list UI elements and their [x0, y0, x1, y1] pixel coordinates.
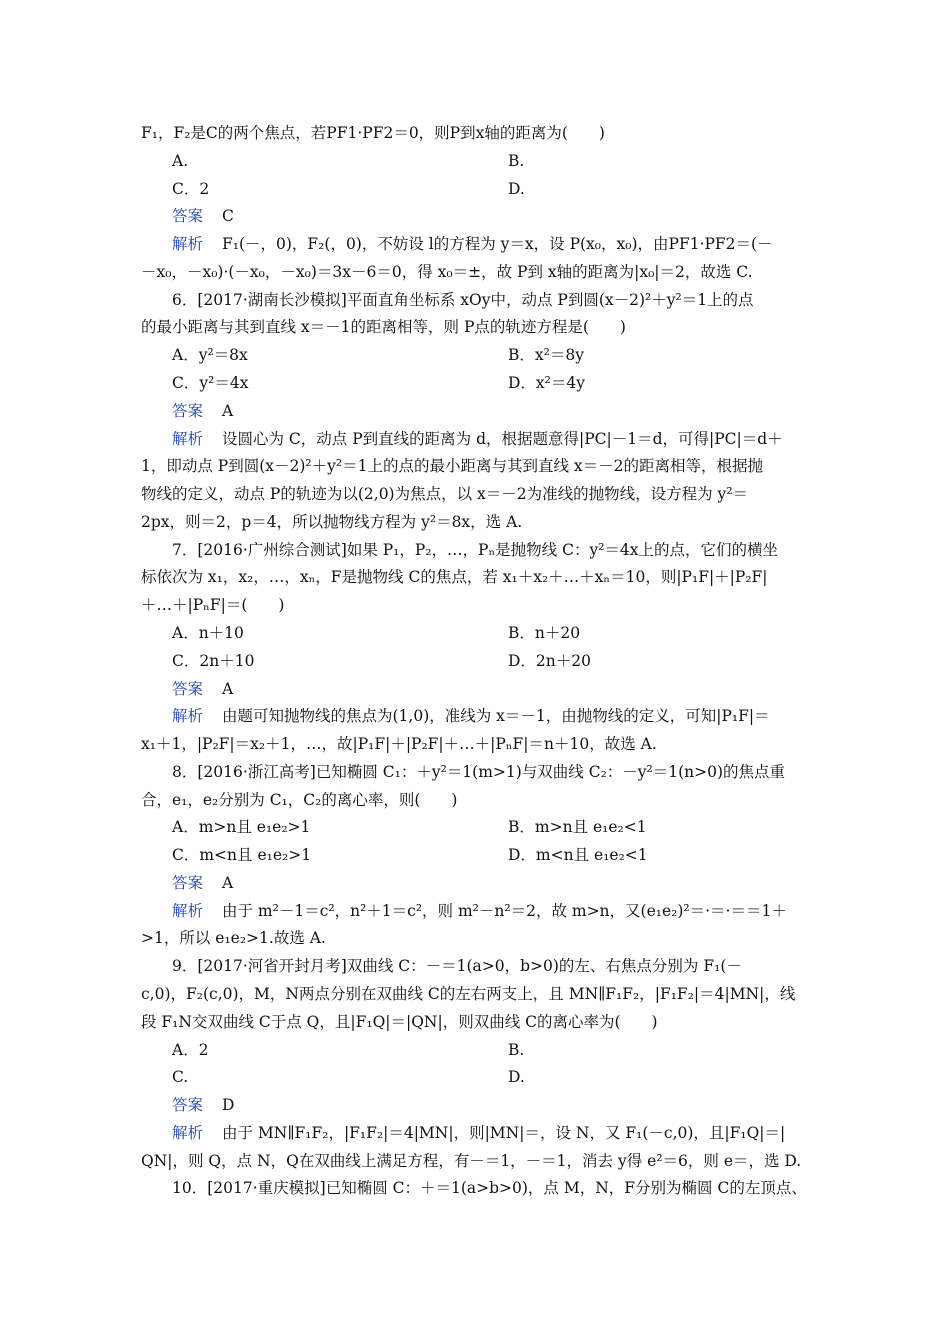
text-line: [0, 899, 950, 923]
text-segment: C．2: [172, 180, 210, 198]
section-label: 答案: [172, 207, 204, 225]
text-segment: 由题可知抛物线的焦点为(1,0)，准线为 x＝－1，由抛物线的定义，可知|P₁F|＝: [222, 707, 770, 725]
text-segment: 由于 MN∥F₁F₂，|F₁F₂|＝4|MN|，则|MN|＝，设 N，又 F₁(－c,0)，且|F₁Q|＝|: [222, 1124, 786, 1142]
text-segment: A．m>n且 e₁e₂>1: [172, 818, 311, 836]
text-line: [0, 871, 950, 895]
text-line: [0, 1038, 950, 1062]
text-segment: C．m<n且 e₁e₂>1: [172, 846, 312, 864]
text-line: [0, 510, 950, 534]
text-segment: 由于 m²－1＝c²，n²＋1＝c²，则 m²－n²＝2，故 m>n，又(e₁e₂)²＝·＝·＝＝1＋: [222, 902, 787, 920]
text-segment: D.: [508, 180, 525, 198]
text-segment: A.: [172, 152, 189, 170]
text-line: [0, 454, 950, 478]
text-segment: D: [222, 1096, 235, 1114]
text-line: [0, 371, 950, 395]
text-segment: x₁＋1，|P₂F|＝x₂＋1，…，故|P₁F|＋|P₂F|＋…＋|PₙF|＝n＋10，故选 A.: [141, 735, 657, 753]
text-segment: B.: [508, 1041, 525, 1059]
text-segment: C: [222, 207, 234, 225]
text-line: [0, 788, 950, 812]
text-line: [0, 1121, 950, 1145]
text-line: [0, 538, 950, 562]
text-segment: 设圆心为 C，动点 P到直线的距离为 d，根据题意得|PC|－1＝d，可得|PC|＝d＋: [222, 430, 783, 448]
text-segment: A: [222, 680, 234, 698]
text-segment: >1，所以 e₁e₂>1.故选 A.: [141, 929, 326, 947]
text-line: [0, 677, 950, 701]
text-line: [0, 343, 950, 367]
text-segment: A: [222, 874, 234, 892]
text-segment: 6．[2017·湖南长沙模拟]平面直角坐标系 xOy中，动点 P到圆(x－2)²＋y²＝1上的点: [172, 291, 754, 309]
text-line: [0, 593, 950, 617]
text-line: [0, 704, 950, 728]
text-segment: 标依次为 x₁，x₂，…，xₙ，F是抛物线 C的焦点，若 x₁＋x₂＋…＋xₙ＝10，则|P₁F|＋|P₂F|: [141, 568, 768, 586]
text-line: [0, 1093, 950, 1117]
text-segment: A．n＋10: [172, 624, 244, 642]
text-segment: QN|，则 Q，点 N，Q在双曲线上满足方程，有－＝1，－＝1，消去 y得 e²＝6，则 e＝，选 D.: [141, 1152, 802, 1170]
text-line: [0, 482, 950, 506]
section-label: 解析: [172, 1124, 204, 1142]
text-line: [0, 649, 950, 673]
text-segment: D．2n＋20: [508, 652, 591, 670]
text-segment: 9．[2017·河省开封月考]双曲线 C：－＝1(a>0，b>0)的左、右焦点分别为 F₁(－: [172, 957, 742, 975]
text-segment: B．n＋20: [508, 624, 581, 642]
text-segment: A．2: [172, 1041, 209, 1059]
text-line: [0, 1176, 950, 1200]
text-line: [0, 1149, 950, 1173]
text-segment: 2px，则＝2，p＝4，所以抛物线方程为 y²＝8x，选 A.: [141, 513, 523, 531]
text-segment: 7．[2016·广州综合测试]如果 P₁，P₂，…，Pₙ是抛物线 C：y²＝4x上的点，它们的横坐: [172, 541, 779, 559]
text-segment: D．x²＝4y: [508, 374, 586, 392]
text-segment: D.: [508, 1068, 525, 1086]
text-line: [0, 121, 950, 145]
section-label: 答案: [172, 680, 204, 698]
text-segment: C．2n＋10: [172, 652, 255, 670]
text-line: [0, 204, 950, 228]
text-segment: 物线的定义，动点 P的轨迹为以(2,0)为焦点，以 x＝－2为准线的抛物线，设方程为 y²＝: [141, 485, 749, 503]
text-segment: B．m>n且 e₁e₂<1: [508, 818, 647, 836]
text-line: [0, 288, 950, 312]
text-line: [0, 565, 950, 589]
text-line: [0, 427, 950, 451]
text-line: [0, 232, 950, 256]
section-label: 解析: [172, 902, 204, 920]
text-line: [0, 621, 950, 645]
text-segment: 的最小距离与其到直线 x＝－1的距离相等，则 P点的轨迹方程是( ): [141, 318, 626, 336]
text-segment: F₁，F₂是C的两个焦点，若PF1·PF2＝0，则P到x轴的距离为( ): [141, 124, 605, 142]
text-segment: 段 F₁N交双曲线 C于点 Q，且|F₁Q|＝|QN|，则双曲线 C的离心率为( ): [141, 1013, 658, 1031]
text-segment: A: [222, 402, 234, 420]
text-line: [0, 760, 950, 784]
text-line: [0, 315, 950, 339]
text-segment: C.: [172, 1068, 189, 1086]
text-line: [0, 926, 950, 950]
section-label: 解析: [172, 430, 204, 448]
text-segment: D．m<n且 e₁e₂<1: [508, 846, 648, 864]
section-label: 解析: [172, 235, 204, 253]
text-line: [0, 815, 950, 839]
text-line: [0, 843, 950, 867]
text-segment: A．y²＝8x: [172, 346, 248, 364]
text-segment: 1，即动点 P到圆(x－2)²＋y²＝1上的点的最小距离与其到直线 x＝－2的距离相等，根据抛: [141, 457, 763, 475]
text-line: [0, 954, 950, 978]
text-segment: －x₀，－x₀)·(－x₀，－x₀)＝3x－6＝0，得 x₀＝±，故 P到 x轴的距离为|x₀|＝2，故选 C.: [141, 263, 753, 281]
text-segment: B．x²＝8y: [508, 346, 584, 364]
text-line: [0, 1010, 950, 1034]
text-segment: 8．[2016·浙江高考]已知椭圆 C₁：＋y²＝1(m>1)与双曲线 C₂：－y²＝1(n>0)的焦点重: [172, 763, 786, 781]
text-segment: c,0)，F₂(c,0)，M，N两点分别在双曲线 C的左右两支上，且 MN∥F₁F₂，|F₁F₂|＝4|MN|，线: [141, 985, 796, 1003]
section-label: 解析: [172, 707, 204, 725]
text-segment: ＋…＋|PₙF|＝( ): [141, 596, 285, 614]
text-line: [0, 177, 950, 201]
text-line: [0, 399, 950, 423]
text-segment: B.: [508, 152, 525, 170]
section-label: 答案: [172, 874, 204, 892]
text-segment: F₁(－，0)，F₂(，0)，不妨设 l的方程为 y＝x，设 P(x₀，x₀)，由PF1·PF2＝(－: [222, 235, 773, 253]
text-segment: 合，e₁，e₂分别为 C₁，C₂的离心率，则( ): [141, 791, 458, 809]
section-label: 答案: [172, 1096, 204, 1114]
text-segment: C．y²＝4x: [172, 374, 249, 392]
text-segment: 10．[2017·重庆模拟]已知椭圆 C：＋＝1(a>b>0)，点 M，N，F分别为椭圆 C的左顶点、: [172, 1179, 807, 1197]
text-line: [0, 982, 950, 1006]
section-label: 答案: [172, 402, 204, 420]
text-line: [0, 732, 950, 756]
text-line: [0, 260, 950, 284]
text-line: [0, 1065, 950, 1089]
text-line: [0, 149, 950, 173]
